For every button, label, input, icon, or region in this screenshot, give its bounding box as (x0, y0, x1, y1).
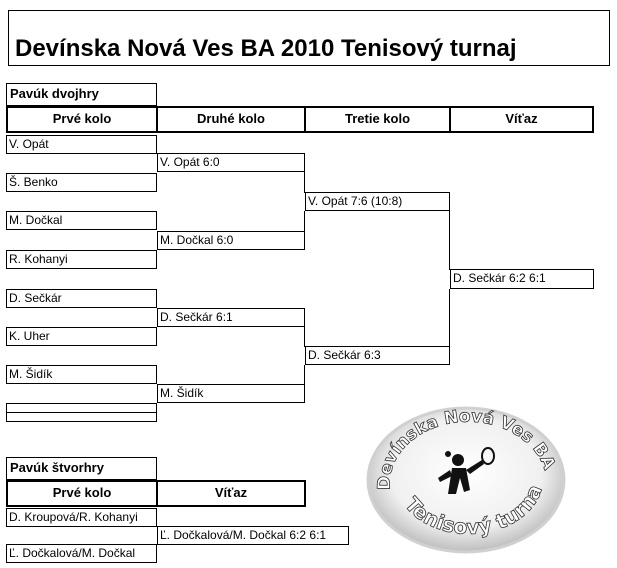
singles-header-round3: Tretie kolo (304, 106, 451, 133)
doubles-header-round1: Prvé kolo (6, 480, 158, 507)
singles-r2-result: D. Sečkár 6:1 (157, 308, 305, 327)
bracket-connector (449, 211, 450, 270)
bracket-connector (304, 365, 305, 385)
page-title: Devínska Nová Ves BA 2010 Tenisový turnaj (15, 35, 517, 62)
doubles-r1-pair: D. Kroupová/R. Kohanyi (6, 508, 157, 527)
singles-r2-result: M. Šidík (157, 384, 305, 403)
singles-label: Pavúk dvojhry (6, 83, 157, 106)
doubles-winner: Ľ. Dočkalová/M. Dočkal 6:2 6:1 (157, 526, 349, 545)
singles-r1-player: D. Sečkár (6, 289, 157, 308)
empty-row-divider (6, 412, 157, 413)
bracket-connector (449, 289, 450, 347)
logo-text-bottom: Tenisový turna (400, 481, 547, 540)
bracket-connector (304, 172, 305, 193)
bracket-connector (304, 211, 305, 232)
singles-r1-player: R. Kohanyi (6, 250, 157, 269)
singles-r1-player: K. Uher (6, 327, 157, 346)
singles-r3-result: V. Opát 7:6 (10:8) (305, 192, 450, 211)
singles-r1-player: M. Šidík (6, 365, 157, 384)
title-box (8, 10, 610, 66)
doubles-label: Pavúk štvorhry (6, 457, 157, 480)
singles-r1-player: M. Dočkal (6, 211, 157, 230)
singles-header-round1: Prvé kolo (6, 106, 158, 133)
singles-r2-result: V. Opát 6:0 (157, 153, 305, 172)
singles-r1-player: Š. Benko (6, 173, 157, 192)
logo-text-top: Devínska Nová Ves BA (374, 406, 559, 491)
tournament-logo (360, 398, 572, 556)
doubles-r1-pair: Ľ. Dočkalová/M. Dočkal (6, 544, 157, 563)
singles-header-winner: Víťaz (449, 106, 594, 133)
singles-r3-result: D. Sečkár 6:3 (305, 346, 450, 365)
singles-header-round2: Druhé kolo (156, 106, 306, 133)
singles-winner: D. Sečkár 6:2 6:1 (450, 269, 594, 289)
singles-r2-result: M. Dočkal 6:0 (157, 231, 305, 250)
doubles-header-winner: Víťaz (156, 480, 306, 507)
bracket-connector (304, 327, 305, 347)
singles-r1-player: V. Opát (6, 135, 157, 154)
